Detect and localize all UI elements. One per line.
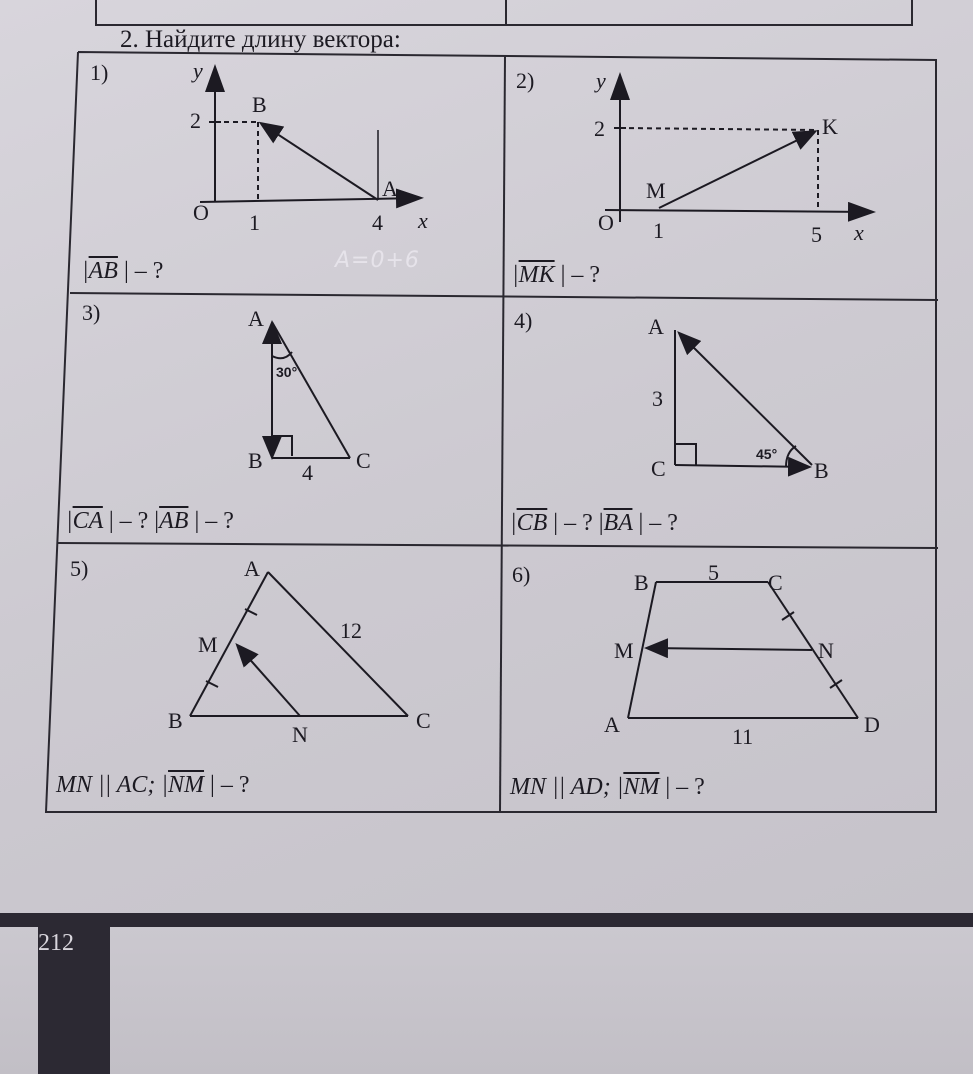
- point-k: K: [822, 114, 838, 139]
- point-b: B: [248, 448, 263, 473]
- point-n: N: [292, 722, 308, 747]
- side-ca: 3: [652, 386, 663, 411]
- point-b: B: [168, 708, 183, 733]
- angle-30: 30°: [276, 364, 298, 380]
- point-a: A: [244, 556, 260, 581]
- point-d: D: [864, 712, 880, 737]
- side-bc: 5: [708, 560, 719, 585]
- point-a: A: [604, 712, 620, 737]
- footer-area: [0, 927, 973, 1074]
- y-label: y: [596, 68, 606, 93]
- point-c: C: [416, 708, 431, 733]
- point-m: M: [646, 178, 666, 203]
- tick-4: 4: [372, 210, 383, 235]
- tick-1: 1: [249, 210, 260, 235]
- point-a: A: [648, 314, 664, 339]
- cell-2-question: $|\overline{MK}$ | – ?: [512, 262, 601, 288]
- point-c: C: [651, 456, 666, 481]
- task-title: 2. Найдите длину вектора:: [120, 26, 401, 53]
- x-label: x: [418, 208, 428, 233]
- cell-5-number: 5): [70, 556, 89, 581]
- cell-4-number: 4): [514, 308, 533, 333]
- point-a: A: [382, 176, 398, 201]
- point-b: B: [634, 570, 649, 595]
- cell-6-question: MN || AD; $|\overline{NM}$ | – ?: [510, 774, 705, 800]
- point-b: B: [252, 92, 267, 117]
- page-number: 212: [38, 930, 74, 956]
- footer-band: [0, 913, 973, 927]
- point-m: M: [198, 632, 218, 657]
- angle-45: 45°: [756, 446, 778, 462]
- side-bc: 4: [302, 460, 313, 485]
- cell-3-question: $|\overline{CA}$ | – ? $|\overline{AB}$ | – ?: [66, 508, 234, 534]
- point-n: N: [818, 638, 834, 663]
- point-a: A: [248, 306, 264, 331]
- cell-1-question: $|\overline{AB}$ | – ?: [82, 258, 164, 284]
- tick-5: 5: [811, 222, 822, 247]
- cell-6-number: 6): [512, 562, 531, 587]
- origin: O: [193, 200, 209, 225]
- point-b: B: [814, 458, 829, 483]
- point-c: C: [768, 570, 783, 595]
- cell-2-number: 2): [516, 68, 535, 93]
- origin: O: [598, 210, 614, 235]
- cell-1-number: 1): [90, 60, 109, 85]
- cell-4-question: $|\overline{CB}$ | – ? $|\overline{BA}$ | – ?: [510, 510, 678, 536]
- point-m: M: [614, 638, 634, 663]
- side-ac: 12: [340, 618, 362, 643]
- pencil-note: A=0+6: [335, 248, 420, 273]
- cell-3-number: 3): [82, 300, 101, 325]
- cell-5-question: MN || AC; $|\overline{NM}$ | – ?: [56, 772, 250, 798]
- tick-2: 2: [594, 116, 605, 141]
- point-c: C: [356, 448, 371, 473]
- y-label: y: [193, 58, 203, 83]
- side-ad: 11: [732, 724, 754, 749]
- tick-1: 1: [653, 218, 664, 243]
- x-label: x: [854, 220, 864, 245]
- tick-2: 2: [190, 108, 201, 133]
